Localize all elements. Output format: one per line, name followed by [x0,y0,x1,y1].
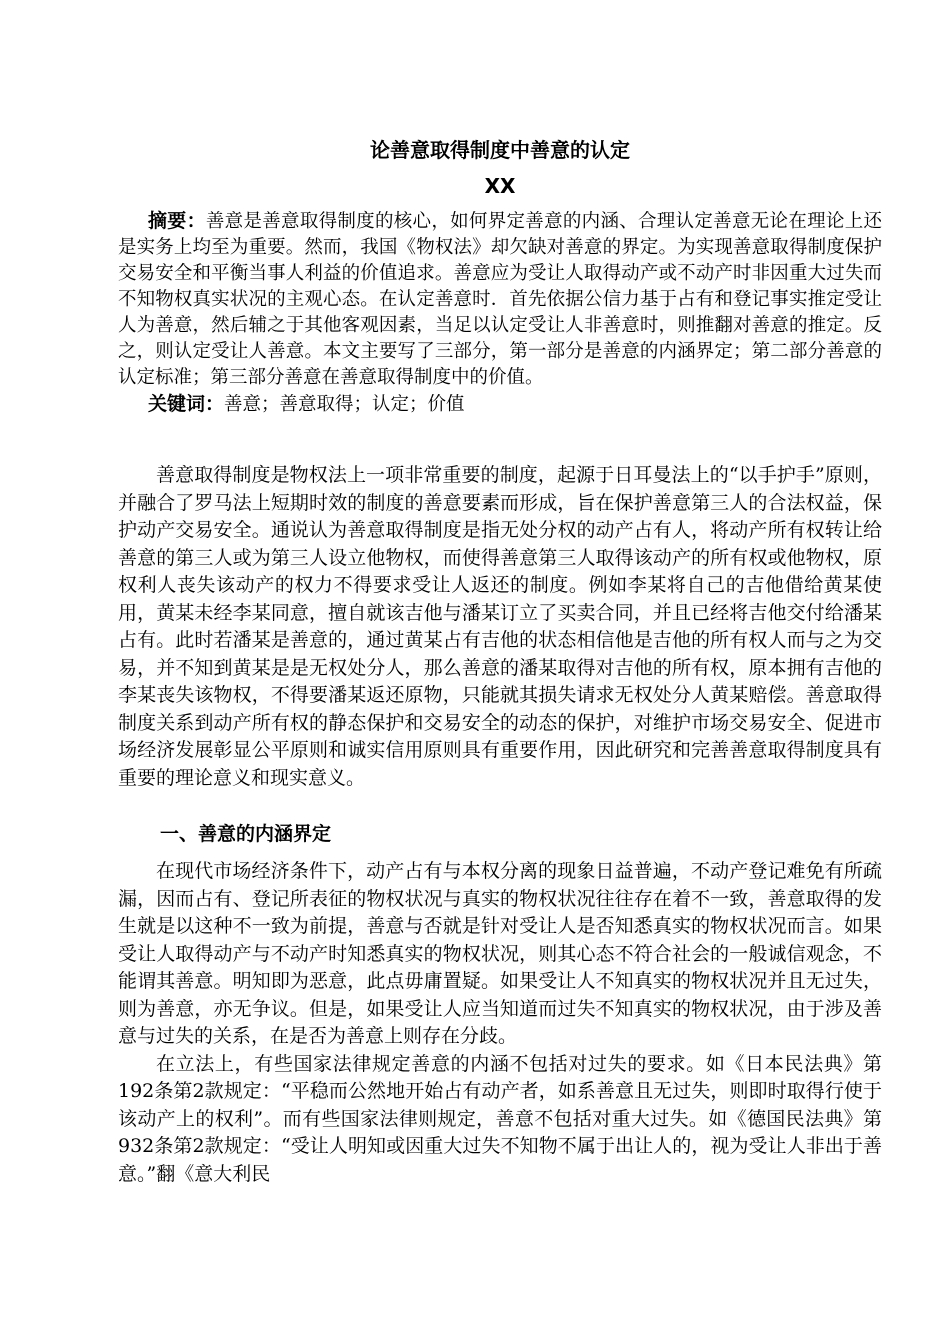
intro-paragraph: 善意取得制度是物权法上一项非常重要的制度，起源于日耳曼法上的“以手护手”原则，并融合了罗马法上短期时效的制度的善意要素而形成，旨在保护善意第三人的合法权益，保护动产交易安全。通说认为善意取得制度是指无处分权的动产占有人，将动产所有权转让给善意的第三人或为第三人设立他物权，而使得善意第三人取得该动产的所有权或他物权，原权利人丧失该动产的权力不得要求受让人返还的制度。例如李某将自己的吉他借给黄某使用，黄某未经李某同意，擅自就该吉他与潘某订立了买卖合同，并且已经将吉他交付给潘某占有。此时若潘某是善意的，通过黄某占有吉他的状态相信他是吉他的所有权人而与之为交易，并不知到黄某是是无权处分人，那么善意的潘某取得对吉他的所有权，原本拥有吉他的李某丧失该物权，不得要潘某返还原物，只能就其损失请求无权处分人黄某赔偿。善意取得制度关系到动产所有权的静态保护和交易安全的动态的保护，对维护市场交易安全、促进市场经济发展彰显公平原则和诚实信用原则具有重要作用，因此研究和完善善意取得制度具有重要的理论意义和现实意义。 [118,464,882,789]
keywords-text: 善意；善意取得；认定；价值 [224,394,465,415]
section1-paragraph-1: 在现代市场经济条件下，动产占有与本权分离的现象日益普遍，不动产登记难免有所疏漏，因而占有、登记所表征的物权状况与真实的物权状况往往存在着不一致，善意取得的发生就是以这种不一致为前提，善意与否就是针对受让人是否知悉真实的物权状况而言。如果受让人取得动产与不动产时知悉真实的物权状况，则其心态不符合社会的一般诚信观念，不能谓其善意。明知即为恶意，此点毋庸置疑。如果受让人不知真实的物权状况并且无过失，则为善意，亦无争议。但是，如果受让人应当知道而过失不知真实的物权状况，由于涉及善意与过失的关系，在是否为善意上则存在分歧。 [118,860,882,1047]
document-page [118,130,882,1188]
section1-paragraph-2: 在立法上，有些国家法律规定善意的内涵不包括对过失的要求。如《日本民法典》第192条第2款规定：“平稳而公然地开始占有动产者，如系善意且无过失，则即时取得行使于该动产上的权利”。而有些国家法律则规定，善意不包括对重大过失。如《德国民法典》第932条第2款规定：“受让人明知或因重大过失不知物不属于出让人的，视为受让人非出于善意。”翻《意大利民 [118,1052,882,1185]
section-heading: 一、善意的内涵界定 [160,823,332,845]
author-name: XX [484,174,516,198]
keywords-line [118,391,882,418]
abstract-text: 善意是善意取得制度的核心，如何界定善意的内涵、合理认定善意无论在理论上还是实务上均至为重要。然而，我国《物权法》却欠缺对善意的界定。为实现善意取得制度保护交易安全和平衡当事人利益的价值追求。善意应为受让人取得动产或不动产时非因重大过失而不知物权真实状况的主观心态。在认定善意时．首先依据公信力基于占有和登记事实推定受让人为善意，然后辅之于其他客观因素，当足以认定受让人非善意时，则推翻对善意的推定。反之，则认定受让人善意。本文主要写了三部分，第一部分是善意的内涵界定；第二部分善意的认定标准；第三部分善意在善意取得制度中的价值。 [118,211,882,388]
abstract-label: 摘要： [148,210,206,232]
document-title: 论善意取得制度中善意的认定 [370,138,630,162]
abstract-paragraph [118,208,882,391]
keywords-label: 关键词： [148,393,225,415]
